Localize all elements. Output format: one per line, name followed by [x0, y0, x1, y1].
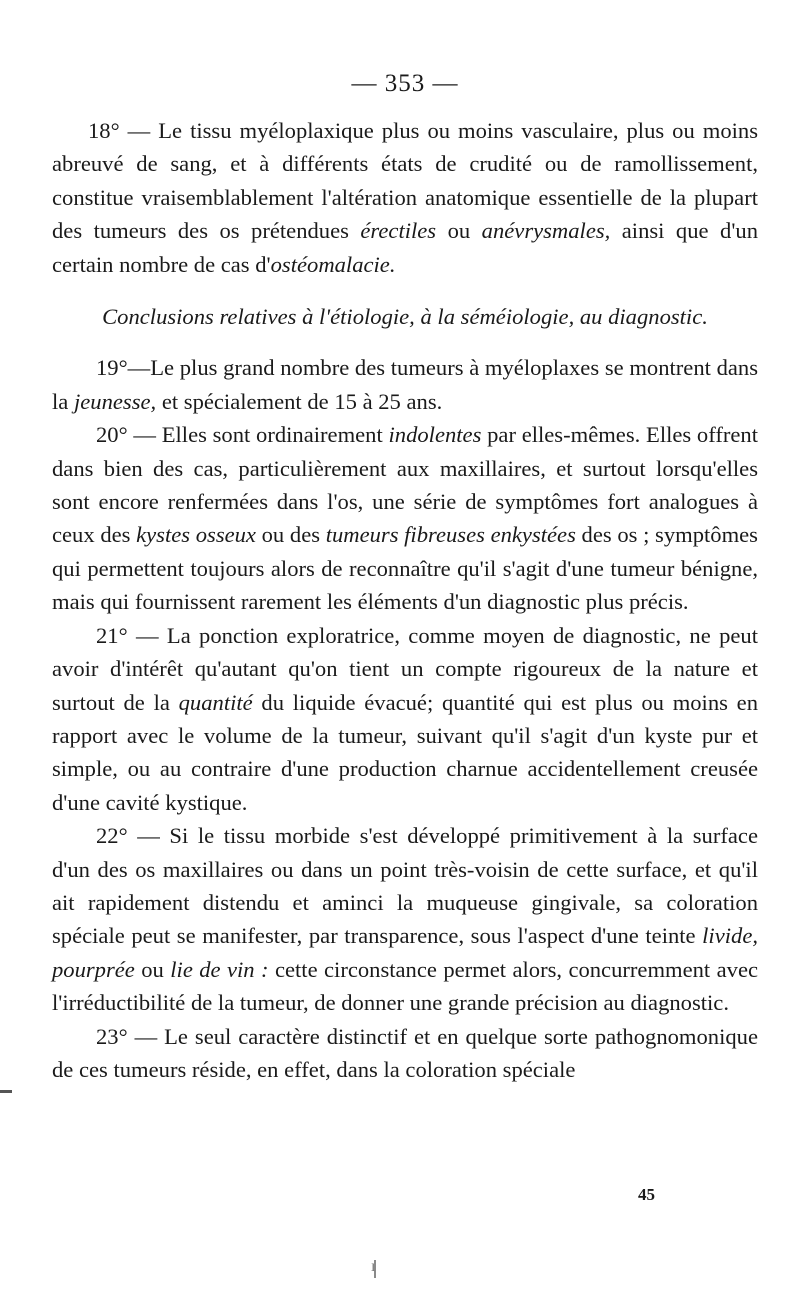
- paragraph-text: —Le plus grand nombre des tumeurs à myéloplaxes se montrent dans la: [52, 355, 758, 414]
- italic-term: lie de vin :: [170, 956, 269, 982]
- paragraph-number: 21°: [96, 622, 128, 648]
- paragraph-23: [52, 1020, 758, 1087]
- paragraph-20: [52, 418, 758, 618]
- paragraph-text: — Le tissu myéloplaxique plus ou moins vasculaire, plus ou moins abreuvé de sang, et à différents états de crudité ou de ramollissement, constitue vraisemblablement l'altération anatomique essentielle de la plupart des tumeurs des os prétendues: [52, 118, 758, 244]
- paragraph-text: ou: [134, 956, 171, 982]
- paragraph-21: [52, 619, 758, 819]
- paragraph-text: du liquide évacué; quantité qui est plus ou moins en rapport avec le volume de la tumeur, suivant qu'il s'agit d'un kyste pur et simple, ou au contraire d'une production charnue accidentellement creusée d'une cavité kystique.: [52, 689, 758, 815]
- paragraph-number: 19°: [96, 355, 128, 381]
- paragraph-18: [52, 114, 758, 281]
- italic-term: kystes osseux: [136, 522, 256, 548]
- paragraph-text: — Le seul caractère distinctif et en quelque sorte pathognomonique de ces tumeurs réside, en effet, dans la coloration spéciale: [52, 1023, 758, 1082]
- italic-term: jeunesse,: [73, 388, 157, 414]
- paragraph-number: 22°: [96, 823, 128, 849]
- bottom-mark: ı: [374, 1260, 376, 1278]
- paragraph-text: cette circonstance permet alors, concurremment avec l'irréductibilité de la tumeur, de donner une grande précision au diagnostic.: [52, 956, 759, 1016]
- paragraph-text: ou des: [255, 522, 326, 548]
- paragraph-text: ou: [436, 218, 482, 244]
- paragraph-text: ainsi que d'un certain nombre de cas d': [52, 218, 759, 277]
- italic-term: anévrysmales,: [481, 218, 611, 244]
- paragraph-number: 20°: [96, 422, 128, 448]
- italic-term: ostéomalacie.: [270, 251, 396, 277]
- body-text: [52, 114, 758, 1086]
- paragraph-text: — Elles sont ordinairement: [127, 422, 389, 448]
- signature-mark: 45: [638, 1185, 655, 1204]
- italic-term: tumeurs fibreuses enkystées: [325, 522, 576, 548]
- paragraph-number: 18°: [88, 118, 120, 143]
- paragraph-text: et spécialement de 15 à 25 ans.: [156, 388, 443, 414]
- page-number: — 353 —: [351, 70, 459, 97]
- italic-term: érectiles: [360, 218, 437, 244]
- italic-term: livide, pourprée: [52, 923, 758, 982]
- ink-dash: [0, 1090, 12, 1093]
- paragraph-19: [52, 351, 758, 418]
- section-heading: Conclusions relatives à l'étiologie, à la séméiologie, au diagnostic.: [102, 304, 708, 330]
- paragraph-text: par elles-mêmes. Elles offrent dans bien des cas, particulièrement aux maxillaires, et surtout lorsqu'elles sont encore renfermées dans l'os, une série de symptômes fort analogues à ceux des: [52, 422, 758, 548]
- paragraph-text: — Si le tissu morbide s'est développé primitivement à la surface d'un des os maxillaires ou dans un point très-voisin de cette surface, et qu'il ait rapidement distendu et aminci la muqueuse gingivale, sa coloration spéciale peut se manifester, par transparence, sous l'aspect d'une teinte: [52, 823, 758, 949]
- italic-term: quantité: [178, 689, 253, 715]
- italic-term: indolentes: [388, 422, 482, 448]
- paragraph-text: des os ; symptômes qui permettent toujours alors de reconnaître qu'il s'agit d'une tumeur bénigne, mais qui fournissent rarement les éléments d'un diagnostic plus précis.: [52, 522, 758, 615]
- paragraph-22: [52, 819, 758, 1019]
- paragraph-number: 23°: [96, 1023, 128, 1049]
- paragraph-text: — La ponction exploratrice, comme moyen de diagnostic, ne peut avoir d'intérêt qu'autant qu'on tient un compte rigoureux de la nature et surtout de la: [52, 622, 758, 715]
